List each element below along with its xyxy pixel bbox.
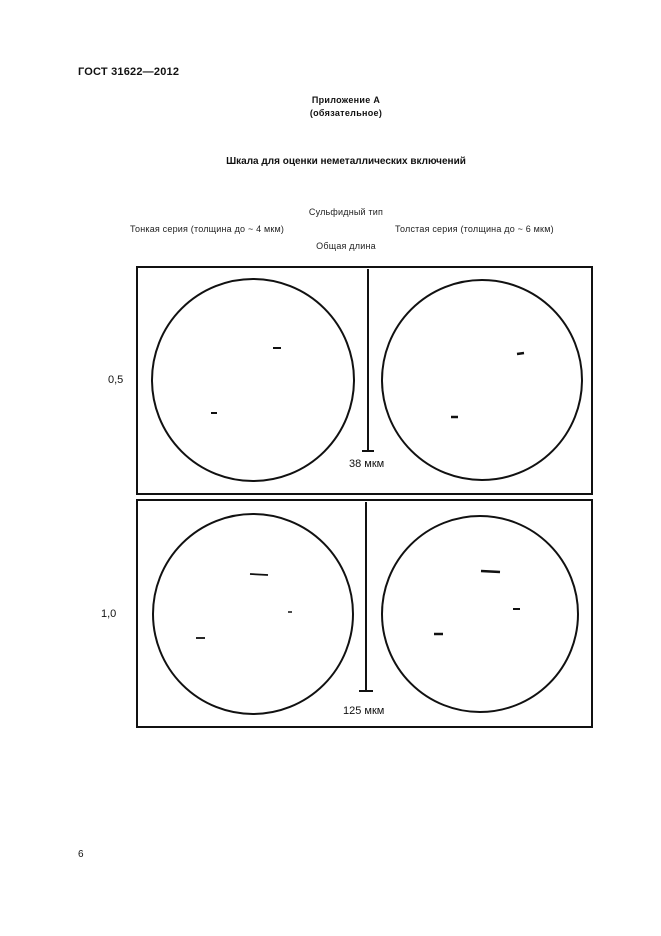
- total-length-label: Общая длина: [316, 241, 376, 251]
- thin-series-label: Тонкая серия (толщина до ~ 4 мкм): [130, 224, 285, 234]
- appendix-status: (обязательное): [309, 108, 383, 118]
- field-of-view-thin-0-5: [152, 279, 354, 481]
- sulfide-inclusion: [250, 574, 268, 575]
- scale-bar-label: 38 мкм: [349, 458, 385, 470]
- document-title: Шкала для оценки неметаллических включений: [226, 156, 466, 167]
- field-of-view-thick-1-0: [382, 516, 578, 712]
- row-level-label: 1,0: [101, 608, 117, 620]
- standard-number: ГОСТ 31622—2012: [78, 66, 180, 78]
- thick-series-label: Толстая серия (толщина до ~ 6 мкм): [395, 224, 554, 234]
- page-number: 6: [78, 849, 84, 860]
- row-level-label: 0,5: [108, 374, 124, 386]
- field-of-view-thick-0-5: [382, 280, 582, 480]
- sulfide-inclusion: [481, 571, 500, 572]
- appendix-title: Приложение А: [311, 95, 381, 105]
- field-of-view-thin-1-0: [153, 514, 353, 714]
- scale-bar-label: 125 мкм: [343, 705, 385, 717]
- inclusion-type-label: Сульфидный тип: [308, 207, 384, 217]
- sulfide-inclusion: [517, 353, 524, 354]
